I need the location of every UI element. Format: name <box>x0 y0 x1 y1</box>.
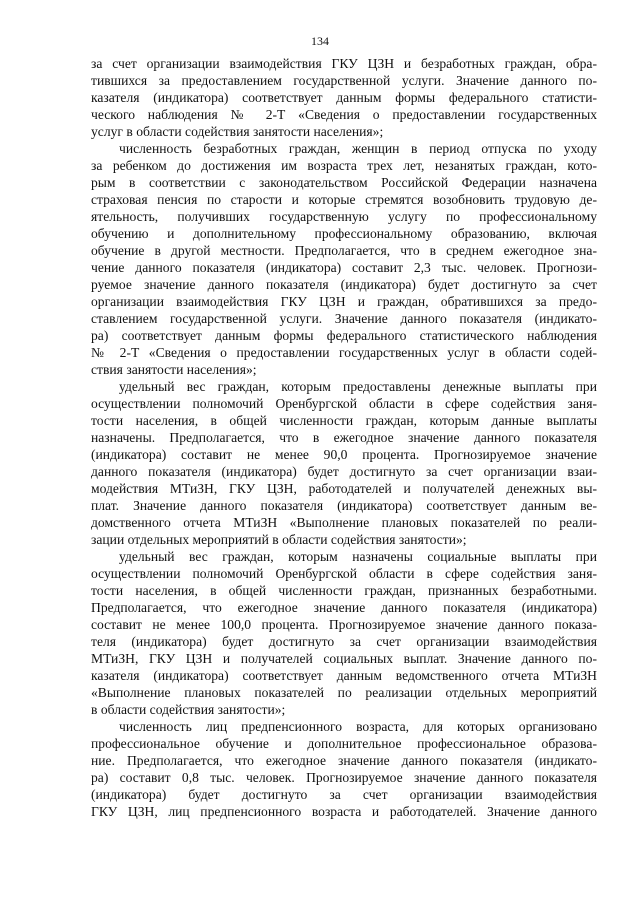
text-line: ра) составит 0,8 тыс. человек. Прогнозируемое значение данного показателя <box>91 770 597 785</box>
text-line: плат. Значение данного показателя (индикатора) соответствует данным ве- <box>91 498 597 513</box>
text-line: домственного отчета МТиЗН «Выполнение плановых показателей по реали- <box>91 515 597 530</box>
text-line: ставлением государственной услуги. Значение данного показателя (индикато- <box>91 311 597 326</box>
text-line: численность безработных граждан, женщин в период отпуска по уходу <box>119 141 597 156</box>
text-line: ра) соответствует данным формы федерального статистического наблюдения <box>91 328 597 343</box>
text-line: теля (индикатора) будет достигнуто за счет организации взаимодействия <box>91 634 597 649</box>
text-line: в области содействия занятости»; <box>91 702 286 717</box>
text-line: рым в соответствии с законодательством Российской Федерации назначена <box>91 175 597 190</box>
text-line: «Выполнение плановых показателей по реализации отдельных мероприятий <box>91 685 597 700</box>
text-line: страховая пенсия по старости и которые стремятся возобновить трудовую де- <box>91 192 597 207</box>
page-number: 134 <box>311 34 329 48</box>
text-line: модействия МТиЗН, ГКУ ЦЗН, работодателей и получателей денежных вы- <box>91 481 597 496</box>
text-line: зации отдельных мероприятий в области содействия занятости»; <box>91 532 467 547</box>
text-line: казателя (индикатора) соответствует данным ведомственного отчета МТиЗН <box>91 668 597 683</box>
paragraph-2 <box>91 140 597 378</box>
paragraph-3 <box>91 378 597 548</box>
text-line: ятельность, получивших государственную услугу по профессиональному <box>91 209 597 224</box>
text-line: осуществлении полномочий Оренбургской области в сфере содействия заня- <box>91 396 597 411</box>
text-line: обучение в другой местности. Предполагается, что в среднем ежегодное зна- <box>91 243 597 258</box>
text-line: тившихся за предоставлением государственной услуги. Значение данного по- <box>91 73 597 88</box>
paragraph-4 <box>91 548 597 718</box>
text-line: тости населения, в общей численности граждан, признанных безработными. <box>91 583 597 598</box>
text-line: ствия занятости населения»; <box>91 362 257 377</box>
text-line: руемое значение данного показателя (индикатора) будет достигнуто за счет <box>91 277 597 292</box>
text-line: ГКУ ЦЗН, лиц предпенсионного возраста и работодателей. Значение данного <box>91 804 597 819</box>
text-line: ческого наблюдения № 2-Т «Сведения о предоставлении государственных <box>91 107 597 122</box>
text-line: назначены. Предполагается, что в ежегодное значение данного показателя <box>91 430 597 445</box>
text-line: удельный вес граждан, которым предоставлены денежные выплаты при <box>119 379 597 394</box>
text-line: МТиЗН, ГКУ ЦЗН и получателей социальных выплат. Значение данного по- <box>91 651 597 666</box>
text-line: за ребенком до достижения им возраста трех лет, незанятых граждан, кото- <box>91 158 597 173</box>
text-line: численность лиц предпенсионного возраста, для которых организовано <box>119 719 597 734</box>
text-line: удельный вес граждан, которым назначены социальные выплаты при <box>119 549 597 564</box>
paragraph-1 <box>91 55 597 140</box>
text-line: (индикатора) будет достигнуто за счет организации взаимодействия <box>91 787 597 802</box>
text-line: ние. Предполагается, что ежегодное значение данного показателя (индикато- <box>91 753 597 768</box>
text-line: № 2-Т «Сведения о предоставлении государственных услуг в области содей- <box>91 345 597 360</box>
paragraph-5 <box>91 718 597 820</box>
text-line: тости населения, в общей численности граждан, которым данные выплаты <box>91 413 597 428</box>
body-text <box>91 55 597 820</box>
text-line: обучению и дополнительному профессиональному образованию, включая <box>91 226 597 241</box>
text-line: чение данного показателя (индикатора) составит 2,3 тыс. человек. Прогнози- <box>91 260 597 275</box>
text-line: профессиональное обучение и дополнительное профессиональное образова- <box>91 736 597 751</box>
text-line: услуг в области содействия занятости населения»; <box>91 124 384 139</box>
text-line: казателя (индикатора) соответствует данным формы федерального статисти- <box>91 90 597 105</box>
text-line: (индикатора) составит не менее 90,0 процента. Прогнозируемое значение <box>91 447 597 462</box>
text-line: организации взаимодействия ГКУ ЦЗН и граждан, обратившихся за предо- <box>91 294 597 309</box>
text-line: составит не менее 100,0 процента. Прогнозируемое значение данного показа- <box>91 617 597 632</box>
text-line: Предполагается, что ежегодное значение данного показателя (индикатора) <box>91 600 597 615</box>
text-line: данного показателя (индикатора) будет достигнуто за счет организации взаи- <box>91 464 597 479</box>
text-line: осуществлении полномочий Оренбургской области в сфере содействия заня- <box>91 566 597 581</box>
text-line: за счет организации взаимодействия ГКУ ЦЗН и безработных граждан, обра- <box>91 56 597 71</box>
